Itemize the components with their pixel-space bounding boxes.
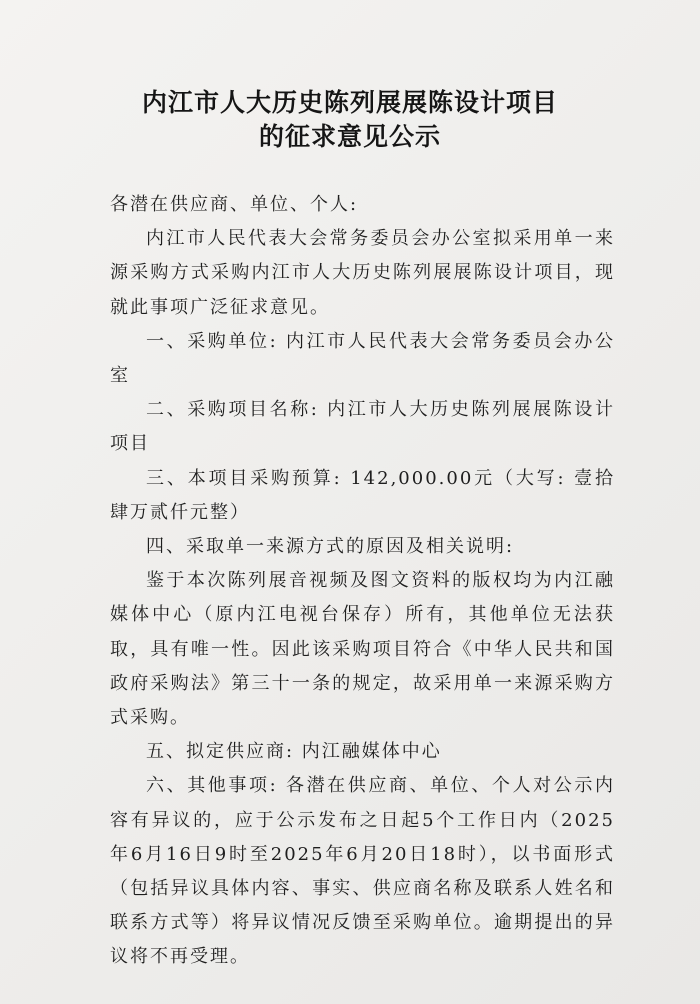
greeting: 各潜在供应商、单位、个人: bbox=[110, 194, 359, 215]
item-reason-heading: 四、采取单一来源方式的原因及相关说明: bbox=[146, 536, 515, 558]
item-proposed-supplier: 五、拟定供应商: 内江融媒体中心 bbox=[146, 741, 442, 763]
intro-paragraph: 内江市人民代表大会常务委员会办公室拟采用单一来源采购方式采购内江市人大历史陈列展展陈设计项目，现就此事项广泛征求意见。 bbox=[110, 228, 615, 318]
document-title-line1: 内江市人大历史陈列展展陈设计项目 bbox=[141, 88, 558, 117]
document-body bbox=[110, 188, 615, 975]
item-budget: 三、本项目采购预算: 142,000.00元（大写: 壹拾肆万贰仟元整） bbox=[110, 467, 615, 523]
item-purchasing-unit: 一、采购单位: 内江市人民代表大会常务委员会办公室 bbox=[110, 330, 615, 387]
document-title-line2: 的征求意见公示 bbox=[258, 122, 441, 151]
item-project-name: 二、采购项目名称: 内江市人大历史陈列展展陈设计项目 bbox=[110, 399, 615, 455]
item-other-matters: 六、其他事项: 各潜在供应商、单位、个人对公示内容有异议的，应于公示发布之日起5个工作日内（2025年6月16日9时至2025年6月20日18时），以书面形式（包括异议具体内容、事实、供应商名称及联系人姓名和联系方式等）将异议情况反馈至采购单位。逾期提出的异议将不再受理。 bbox=[110, 775, 615, 968]
item-reason-detail: 鉴于本次陈列展音视频及图文资料的版权均为内江融媒体中心（原内江电视台保存）所有，其他单位无法获取，具有唯一性。因此该采购项目符合《中华人民共和国政府采购法》第三十一条的规定，故采用单一来源采购方式采购。 bbox=[110, 570, 615, 729]
